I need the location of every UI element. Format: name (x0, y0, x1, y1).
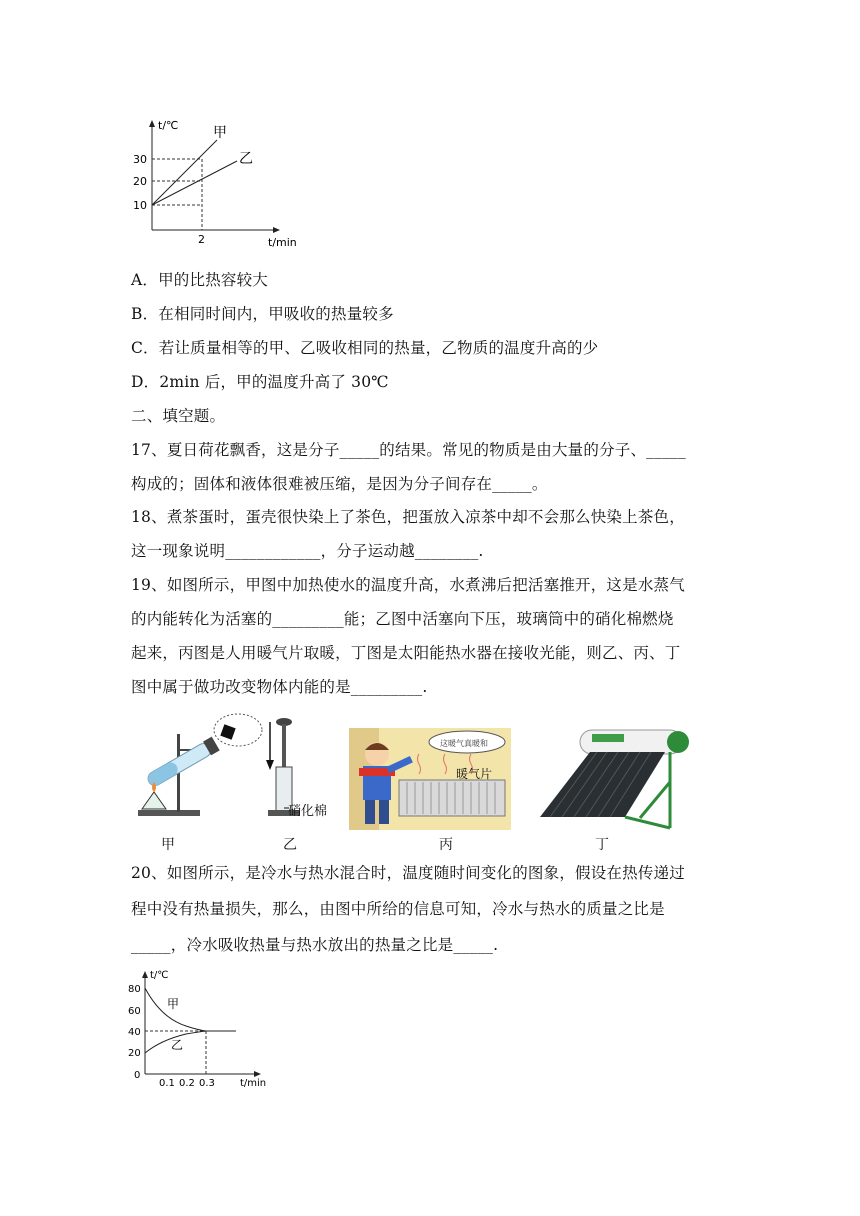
x-tick-0.3: 0.3 (199, 1078, 215, 1089)
solar-panel (540, 752, 665, 817)
figure-ding-solar-heater (530, 722, 692, 834)
series-jia-line (152, 140, 217, 205)
q20-line-2: 程中没有热量损失，那么，由图中所给的信息可知，冷水与热水的质量之比是 (131, 900, 665, 918)
y-axis-label: t/℃ (158, 119, 179, 132)
y-tick-0: 0 (134, 1070, 141, 1081)
steam-cloud (214, 714, 262, 746)
alcohol-lamp (142, 782, 166, 809)
caption-bing: 丙 (439, 837, 453, 853)
series-yi-label: 乙 (171, 1038, 184, 1052)
x-tick-0.1: 0.1 (159, 1078, 175, 1089)
nitro-label: 硝化棉 (288, 804, 328, 819)
bubble-text: 这暖气真暖和 (440, 739, 488, 748)
tank-logo (592, 734, 624, 742)
q19-line-1: 19、如图所示，甲图中加热使水的温度升高，水煮沸后把活塞推开，这是水蒸气 (131, 576, 685, 594)
y-tick-20: 20 (128, 1048, 141, 1059)
y-axis-label: t/℃ (150, 970, 169, 981)
option-a: A．甲的比热容较大 (131, 271, 268, 289)
down-arrow-head (266, 760, 274, 770)
y-axis-arrow (149, 120, 155, 127)
tank-endcap (667, 731, 689, 753)
temperature-time-graph-2 (126, 966, 276, 1091)
q17-line-1: 17、夏日荷花飘香，这是分子_____的结果。常见的物质是由大量的分子、_____ (131, 441, 686, 459)
y-axis-arrow (142, 971, 148, 978)
q18-line-1: 18、煮茶蛋时，蛋壳很快染上了茶色，把蛋放入凉茶中却不会那么快染上茶色， (131, 508, 685, 526)
option-d: D．2min 后，甲的温度升高了 30℃ (131, 373, 389, 391)
x-axis-label: t/min (240, 1078, 267, 1089)
x-tick-2: 2 (198, 233, 205, 246)
figure-bing-radiator (349, 728, 511, 830)
q20-line-3: _____，冷水吸收热量与热水放出的热量之比是_____. (131, 936, 499, 954)
x-axis-arrow (254, 1071, 261, 1077)
test-tube (145, 737, 220, 789)
q20-line-1: 20、如图所示，是冷水与热水混合时，温度随时间变化的图象，假设在热传递过 (131, 864, 685, 882)
series-jia-label: 甲 (167, 997, 180, 1011)
section-title: 二、填空题。 (131, 407, 226, 425)
y-tick-20: 20 (133, 175, 147, 188)
x-axis-label: t/min (268, 236, 297, 249)
x-axis-arrow (273, 227, 280, 233)
radiator-label: 暖气片 (456, 767, 493, 781)
q17-line-2: 构成的；固体和液体很难被压缩，是因为分子间存在_____。 (131, 475, 548, 493)
option-b: B．在相同时间内，甲吸收的热量较多 (131, 305, 394, 323)
q19-line-3: 起来，丙图是人用暖气片取暖，丁图是太阳能热水器在接收光能，则乙、丙、丁 (131, 644, 681, 662)
series-yi-label: 乙 (239, 151, 253, 167)
series-jia-label: 甲 (213, 125, 227, 141)
stand-base (138, 810, 200, 816)
caption-jia: 甲 (161, 837, 175, 853)
piston-rod (282, 724, 286, 769)
y-tick-80: 80 (128, 984, 141, 995)
x-tick-0.2: 0.2 (179, 1078, 195, 1089)
option-c: C．若让质量相等的甲、乙吸收相同的热量，乙物质的温度升高的少 (131, 339, 599, 357)
q19-line-2: 的内能转化为活塞的_________能；乙图中活塞向下压，玻璃筒中的硝化棉燃烧 (131, 610, 674, 628)
caption-ding: 丁 (595, 837, 609, 853)
q18-line-2: 这一现象说明____________，分子运动越________. (131, 542, 484, 560)
y-tick-60: 60 (128, 1006, 141, 1017)
caption-yi: 乙 (283, 837, 297, 853)
y-tick-10: 10 (133, 199, 147, 212)
temperature-time-graph-1 (125, 115, 310, 250)
y-tick-40: 40 (128, 1027, 141, 1038)
y-tick-30: 30 (133, 153, 147, 166)
figure-jia-test-tube (130, 712, 265, 827)
series-yi-line (152, 161, 237, 205)
q19-line-4: 图中属于做功改变物体内能的是_________. (131, 678, 428, 696)
